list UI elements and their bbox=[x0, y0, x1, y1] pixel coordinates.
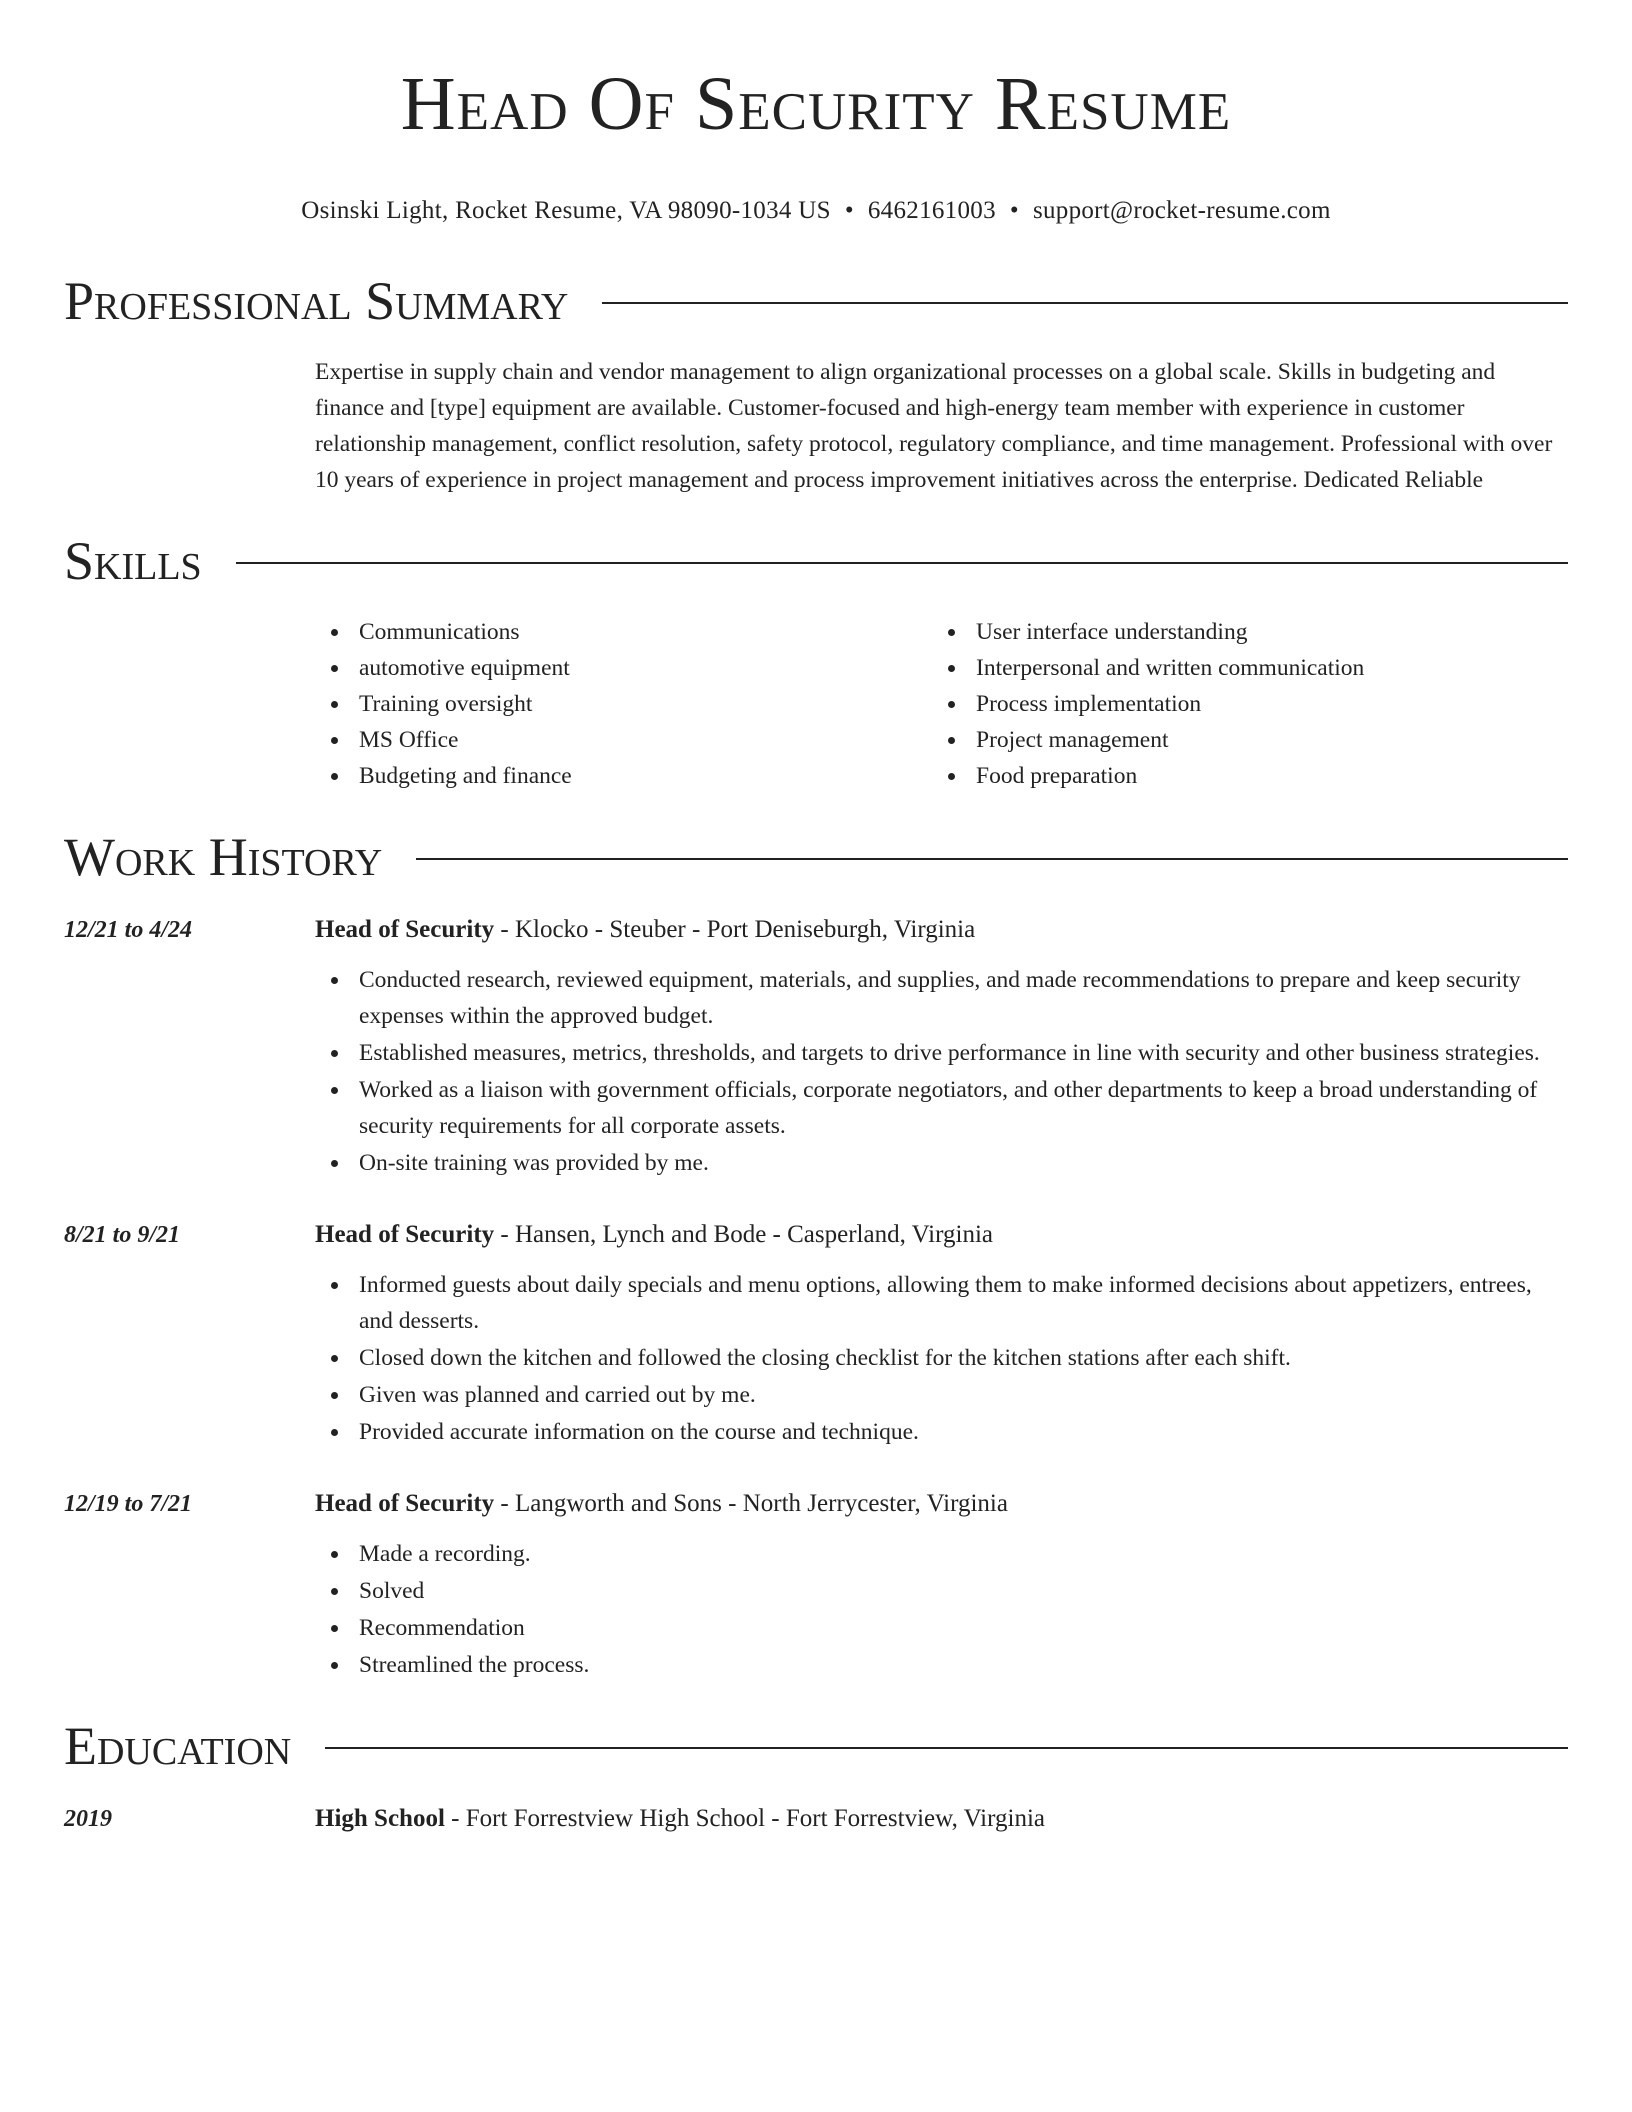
job-title: Head of Security bbox=[315, 1221, 495, 1248]
job-bullet: Made a recording. bbox=[315, 1536, 1568, 1572]
skill-item: Food preparation bbox=[932, 758, 1549, 794]
job-bullets bbox=[315, 1267, 1568, 1450]
section-divider bbox=[416, 858, 1568, 860]
skill-item: MS Office bbox=[315, 722, 932, 758]
job-header bbox=[64, 1486, 1568, 1522]
section-heading: Education bbox=[64, 1716, 292, 1776]
skill-item: Process implementation bbox=[932, 686, 1549, 722]
resume-title: Head Of Security Resume bbox=[400, 62, 1232, 146]
skill-item: Communications bbox=[315, 614, 932, 650]
section-heading: Skills bbox=[64, 531, 202, 591]
job-header bbox=[64, 912, 1568, 948]
section-work-header bbox=[64, 824, 1568, 890]
section-summary-header bbox=[64, 268, 1568, 334]
job-bullet: Recommendation bbox=[315, 1610, 1568, 1646]
job-dates: 12/21 to 4/24 bbox=[64, 917, 193, 943]
section-heading: Professional Summary bbox=[64, 271, 569, 331]
job-details: - Hansen, Lynch and Bode - Casperland, Virginia bbox=[494, 1221, 993, 1248]
skills-column-left bbox=[315, 614, 932, 794]
section-divider bbox=[236, 562, 1568, 564]
job-details: - Langworth and Sons - North Jerrycester, Virginia bbox=[494, 1490, 1008, 1517]
job-bullet: Closed down the kitchen and followed the closing checklist for the kitchen stations after each shift. bbox=[315, 1340, 1568, 1376]
education-header bbox=[64, 1801, 1568, 1837]
job-bullet: Given was planned and carried out by me. bbox=[315, 1377, 1568, 1413]
job-dates: 12/19 to 7/21 bbox=[64, 1491, 193, 1517]
education-entry bbox=[64, 1801, 1568, 1837]
job-bullet: Worked as a liaison with government officials, corporate negotiators, and other departments to keep a broad understanding of security requirements for all corporate assets. bbox=[315, 1072, 1568, 1144]
job-title: Head of Security bbox=[315, 916, 495, 943]
section-divider bbox=[602, 302, 1568, 304]
contact-phone: 6462161003 bbox=[867, 197, 996, 224]
skills-column-right bbox=[932, 614, 1549, 794]
job-bullets bbox=[315, 962, 1568, 1181]
job-bullet: Streamlined the process. bbox=[315, 1647, 1568, 1683]
skill-item: Budgeting and finance bbox=[315, 758, 932, 794]
job-dates: 8/21 to 9/21 bbox=[64, 1222, 181, 1248]
job-bullet: On-site training was provided by me. bbox=[315, 1145, 1568, 1181]
job-bullet: Provided accurate information on the course and technique. bbox=[315, 1414, 1568, 1450]
job-bullet: Informed guests about daily specials and menu options, allowing them to make informed decisions about appetizers, entrees, and desserts. bbox=[315, 1267, 1568, 1339]
contact-email: support@rocket-resume.com bbox=[1032, 197, 1331, 224]
skills-list bbox=[315, 614, 1568, 794]
section-heading: Work History bbox=[64, 827, 383, 887]
job-details: - Klocko - Steuber - Port Deniseburgh, Virginia bbox=[494, 916, 976, 943]
job-summary bbox=[315, 1217, 993, 1253]
section-skills-header bbox=[64, 528, 1568, 594]
contact-separator: • bbox=[1009, 197, 1019, 224]
contact-separator: • bbox=[844, 197, 854, 224]
education-year: 2019 bbox=[64, 1806, 112, 1832]
skill-item: automotive equipment bbox=[315, 650, 932, 686]
skill-item: Project management bbox=[932, 722, 1549, 758]
education-summary bbox=[315, 1801, 1045, 1837]
job-entry bbox=[64, 1486, 1568, 1683]
job-bullet: Established measures, metrics, thresholds, and targets to drive performance in line with security and other business strategies. bbox=[315, 1035, 1568, 1071]
summary-text: Expertise in supply chain and vendor management to align organizational processes on a global scale. Skills in budgeting and finance and [type] equipment are available. Customer-focused and high-energy team member with experience in customer relationship management, conflict resolution, safety protocol, regulatory compliance, and time management. Professional with over 10 years of experience in project management and process improvement initiatives across the enterprise. Dedicated Reliable bbox=[315, 359, 1553, 493]
job-entry bbox=[64, 912, 1568, 1181]
job-bullets bbox=[315, 1536, 1568, 1683]
job-bullet: Conducted research, reviewed equipment, materials, and supplies, and made recommendations to prepare and keep security expenses within the approved budget. bbox=[315, 962, 1568, 1034]
education-details: - Fort Forrestview High School - Fort Forrestview, Virginia bbox=[444, 1805, 1045, 1832]
job-entry bbox=[64, 1217, 1568, 1450]
skill-item: Interpersonal and written communication bbox=[932, 650, 1549, 686]
skill-item: Training oversight bbox=[315, 686, 932, 722]
contact-address: Osinski Light, Rocket Resume, VA 98090-1034 US bbox=[301, 197, 831, 224]
section-divider bbox=[325, 1747, 1568, 1749]
job-summary bbox=[315, 912, 975, 948]
contact-line bbox=[64, 194, 1568, 228]
skill-item: User interface understanding bbox=[932, 614, 1549, 650]
job-bullet: Solved bbox=[315, 1573, 1568, 1609]
job-title: Head of Security bbox=[315, 1490, 495, 1517]
education-degree: High School bbox=[315, 1805, 445, 1832]
job-summary bbox=[315, 1486, 1008, 1522]
job-header bbox=[64, 1217, 1568, 1253]
section-education-header bbox=[64, 1713, 1568, 1779]
